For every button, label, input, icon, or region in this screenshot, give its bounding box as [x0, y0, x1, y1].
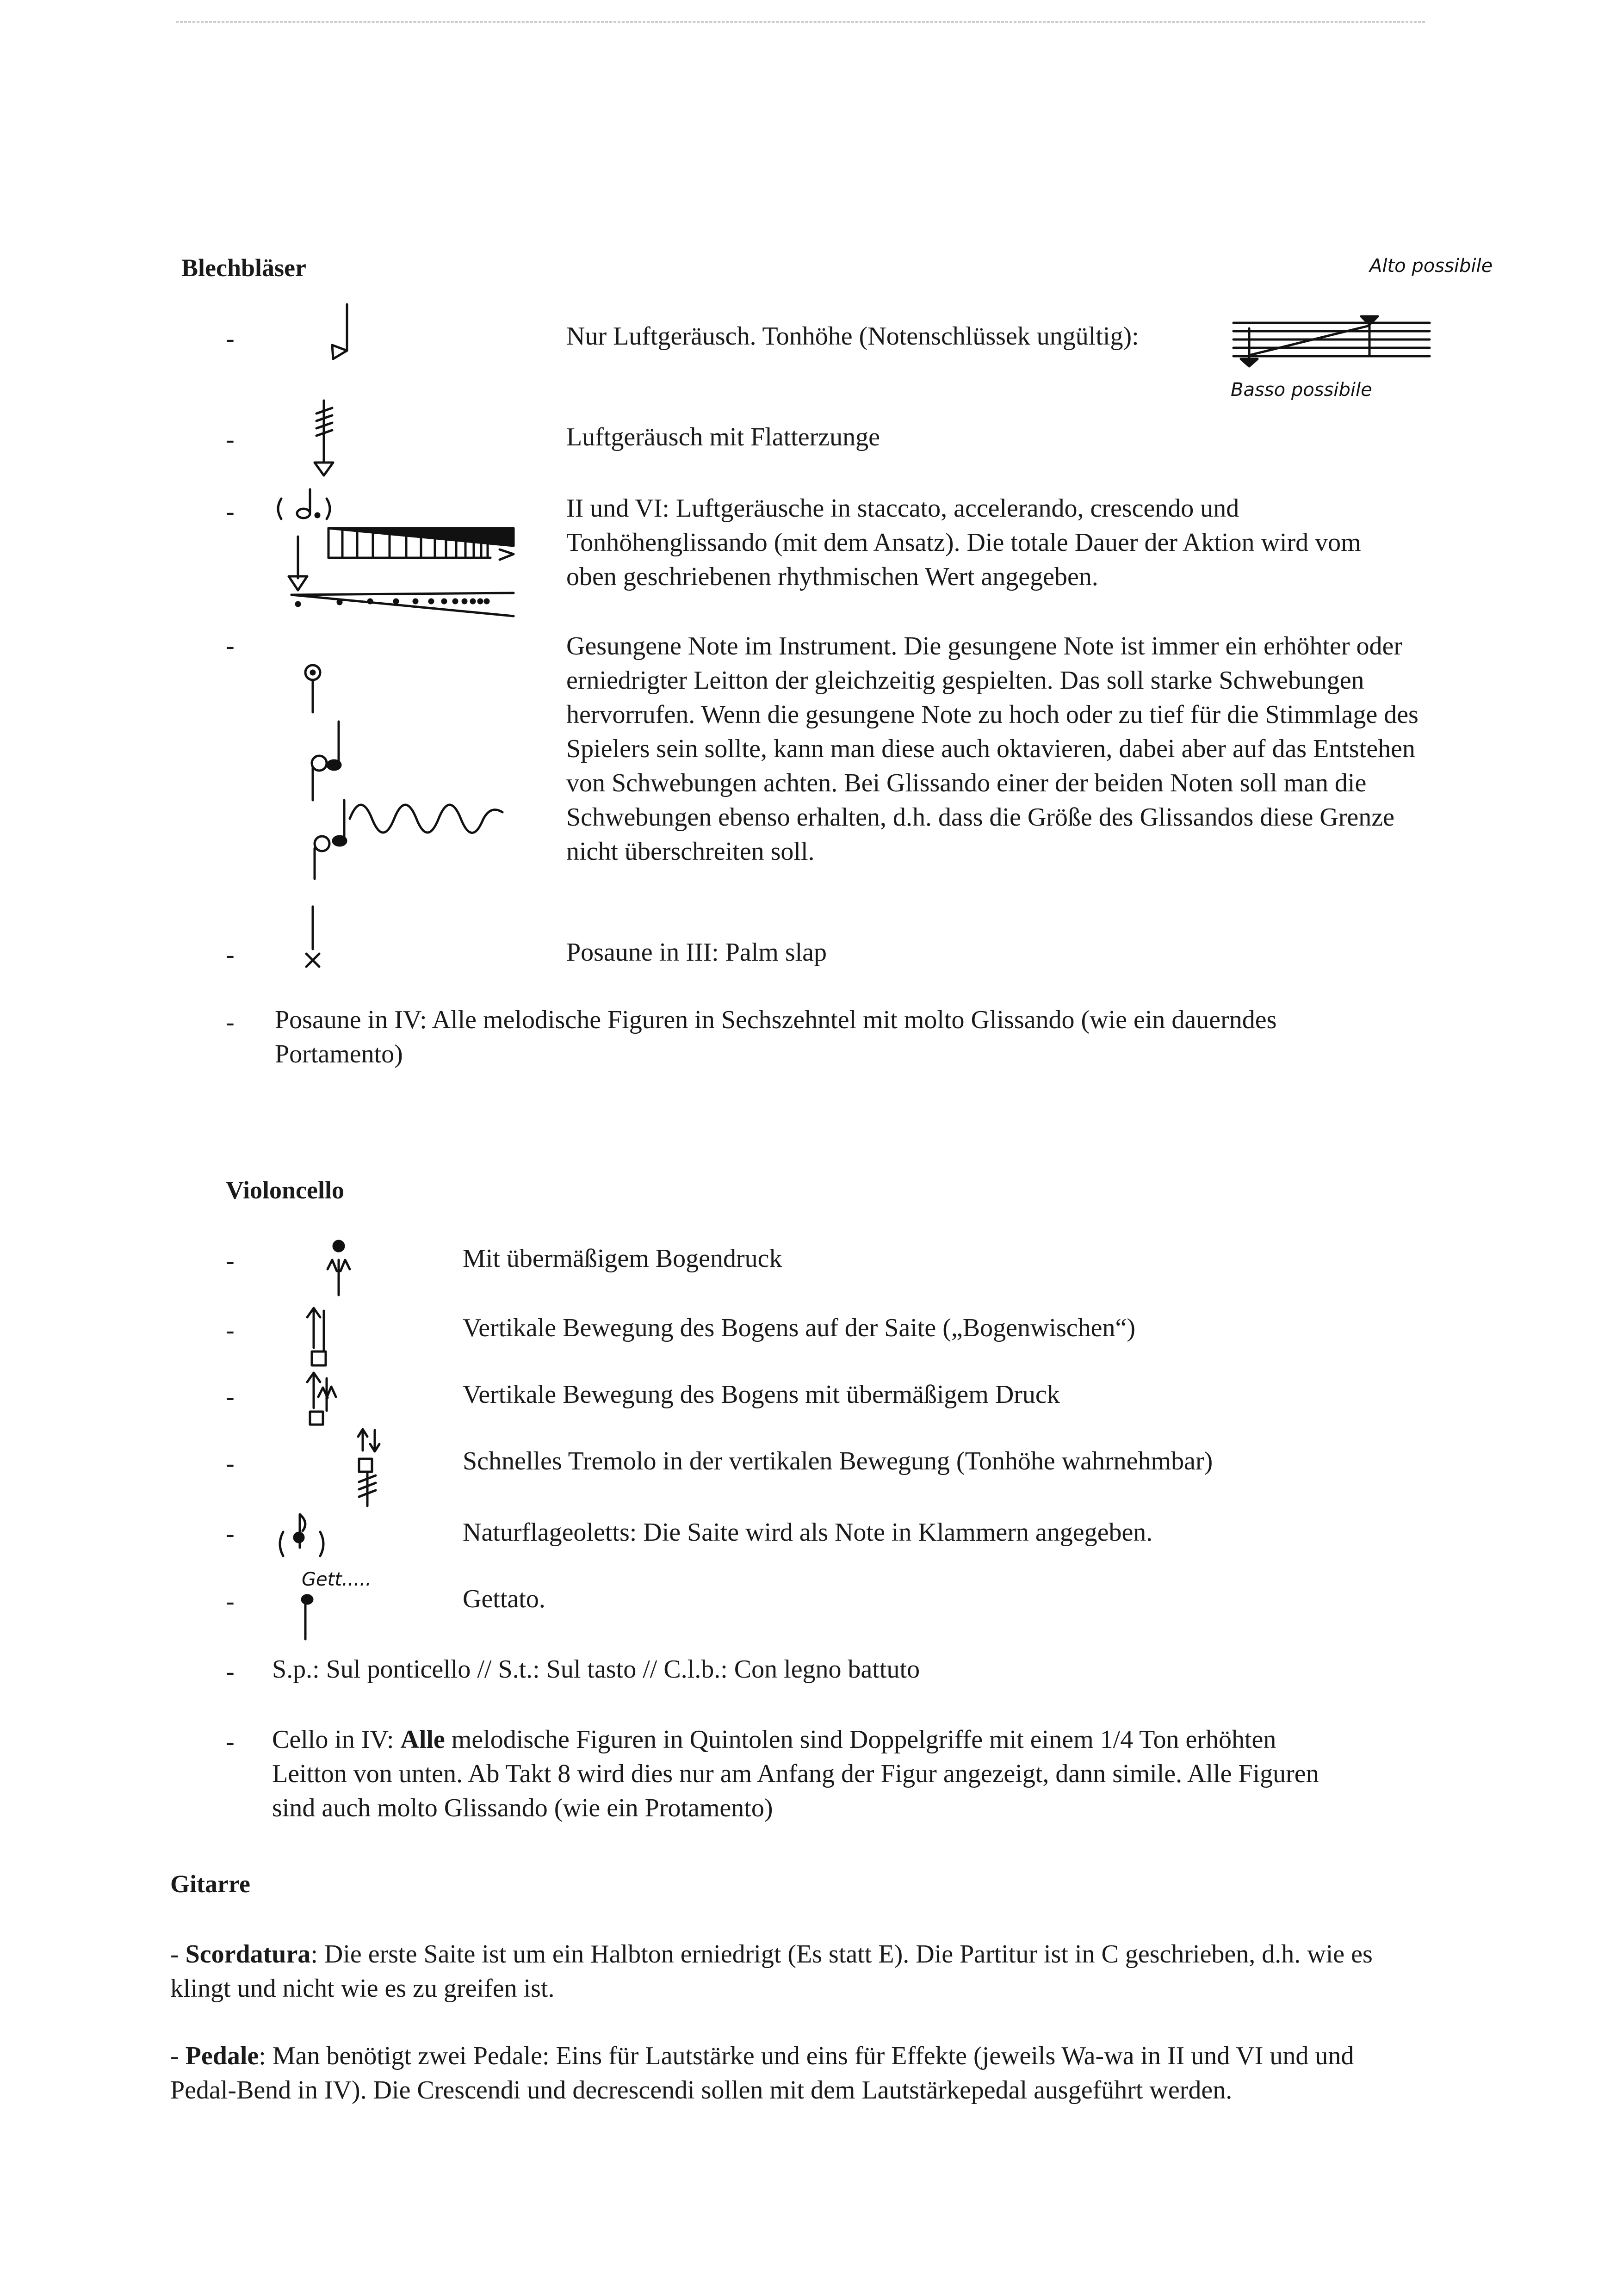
air-noise-note-symbol — [305, 301, 361, 365]
list-dash: - — [226, 940, 235, 969]
bow-wiping-symbol — [296, 1300, 342, 1374]
cello-iv-description: Cello in IV: Alle melodische Figuren in Quintolen sind Doppelgriffe mit einem 1/4 Ton erhöhten Leitton von unten. Ab Takt 8 wird dies nur am Anfang der Figur angezeigt, dann simile. Alle Figuren sind auch molto Glissando (wie ein Protamento) — [272, 1725, 1319, 1822]
list-dash: - — [226, 1247, 235, 1275]
list-dash: - — [226, 1587, 235, 1616]
list-dash: - — [226, 1008, 235, 1037]
pedale-description: - Pedale: Man benötigt zwei Pedale: Eins für Lautstärke und eins für Effekte (jeweils Wa-wa in II und VI und und Pedal-Bend in IV). Die Crescendi und decrescendi sollen mit dem Lautstärkepedal ausgeführt werden. — [170, 2042, 1354, 2105]
sung-note-symbol — [287, 652, 527, 883]
staccato-accelerando-description: II und VI: Luftgeräusche in staccato, accelerando, crescendo und Tonhöhenglissando (mit dem Ansatz). Die totale Dauer der Aktion wird vom oben geschriebenen rhythmischen Wert angegeben. — [566, 494, 1361, 591]
list-dash: - — [226, 1383, 235, 1411]
bow-wiping-description: Vertikale Bewegung des Bogens auf der Saite („Bogenwischen“) — [463, 1314, 1135, 1342]
list-dash: - — [226, 425, 235, 454]
flutter-tongue-description: Luftgeräusch mit Flatterzunge — [566, 423, 880, 451]
list-dash: - — [226, 1728, 235, 1756]
gettato-description: Gettato. — [463, 1585, 545, 1613]
posaune-iv-description: Posaune in IV: Alle melodische Figuren in Sechszehntel mit molto Glissando (wie ein dauerndes Portamento) — [275, 1006, 1277, 1068]
natural-harmonic-symbol — [273, 1503, 338, 1568]
bowing-abbreviations-description: S.p.: Sul ponticello // S.t.: Sul tasto // C.l.b.: Con legno battuto — [272, 1655, 920, 1684]
staccato-accelerando-symbol — [259, 486, 527, 634]
vertical-tremolo-symbol — [342, 1425, 398, 1512]
section-heading-gitarre: Gitarre — [170, 1870, 250, 1898]
air-noise-description: Nur Luftgeräusch. Tonhöhe (Notenschlüssek ungültig): — [566, 322, 1139, 351]
basso-possibile-label: Basso possibile — [1231, 379, 1372, 401]
palm-slap-symbol — [296, 902, 333, 971]
gettato-note-symbol — [291, 1591, 328, 1642]
sung-note-description: Gesungene Note im Instrument. Die gesungene Note ist immer ein erhöhter oder erniedrigter Leitton der gleichzeitig gespielten. Das soll starke Schwebungen hervorrufen. Wenn die gesungene Note zu hoch oder zu tief für die Stimmlage des Spielers sein sollte, kann man diese auch oktavieren, dabei aber auf das Entstehen von Schwebungen achten. Bei Glissando einer der beiden Noten soll man die Schwebungen ebenso erhalten, d.h. dass die Größe des Glissandos diese Grenze nicht überschreiten soll. — [566, 632, 1419, 866]
palm-slap-description: Posaune in III: Palm slap — [566, 938, 827, 967]
alto-possibile-label: Alto possibile — [1369, 255, 1493, 277]
overpressure-bow-symbol — [315, 1230, 361, 1300]
list-dash: - — [226, 1519, 235, 1548]
gettato-label: Gett..... — [302, 1569, 372, 1590]
natural-harmonic-description: Naturflageoletts: Die Saite wird als Note in Klammern angegeben. — [463, 1518, 1153, 1547]
vertical-bow-pressure-description: Vertikale Bewegung des Bogens mit übermäßigem Druck — [463, 1380, 1060, 1409]
list-dash: - — [226, 1449, 235, 1478]
overpressure-bow-description: Mit übermäßigem Bogendruck — [463, 1244, 782, 1273]
vertical-bow-pressure-symbol — [296, 1364, 347, 1434]
section-heading-blechblaeser: Blechbläser — [181, 254, 306, 282]
list-dash: - — [226, 497, 235, 526]
section-heading-violoncello: Violoncello — [226, 1176, 344, 1204]
scan-edge-artifact — [176, 21, 1425, 23]
scordatura-description: - Scordatura: Die erste Saite ist um ein Halbton erniedrigt (Es statt E). Die Partitur ist in C geschrieben, d.h. wie es klingt und nicht wie es zu greifen ist. — [170, 1940, 1373, 2003]
list-dash: - — [226, 324, 235, 353]
list-dash: - — [226, 1316, 235, 1345]
pitch-range-staff — [1231, 315, 1434, 370]
vertical-tremolo-description: Schnelles Tremolo in der vertikalen Bewegung (Tonhöhe wahrnehmbar) — [463, 1447, 1213, 1475]
list-dash: - — [226, 1657, 235, 1686]
list-dash: - — [226, 631, 235, 660]
flutter-tongue-note-symbol — [296, 398, 352, 481]
